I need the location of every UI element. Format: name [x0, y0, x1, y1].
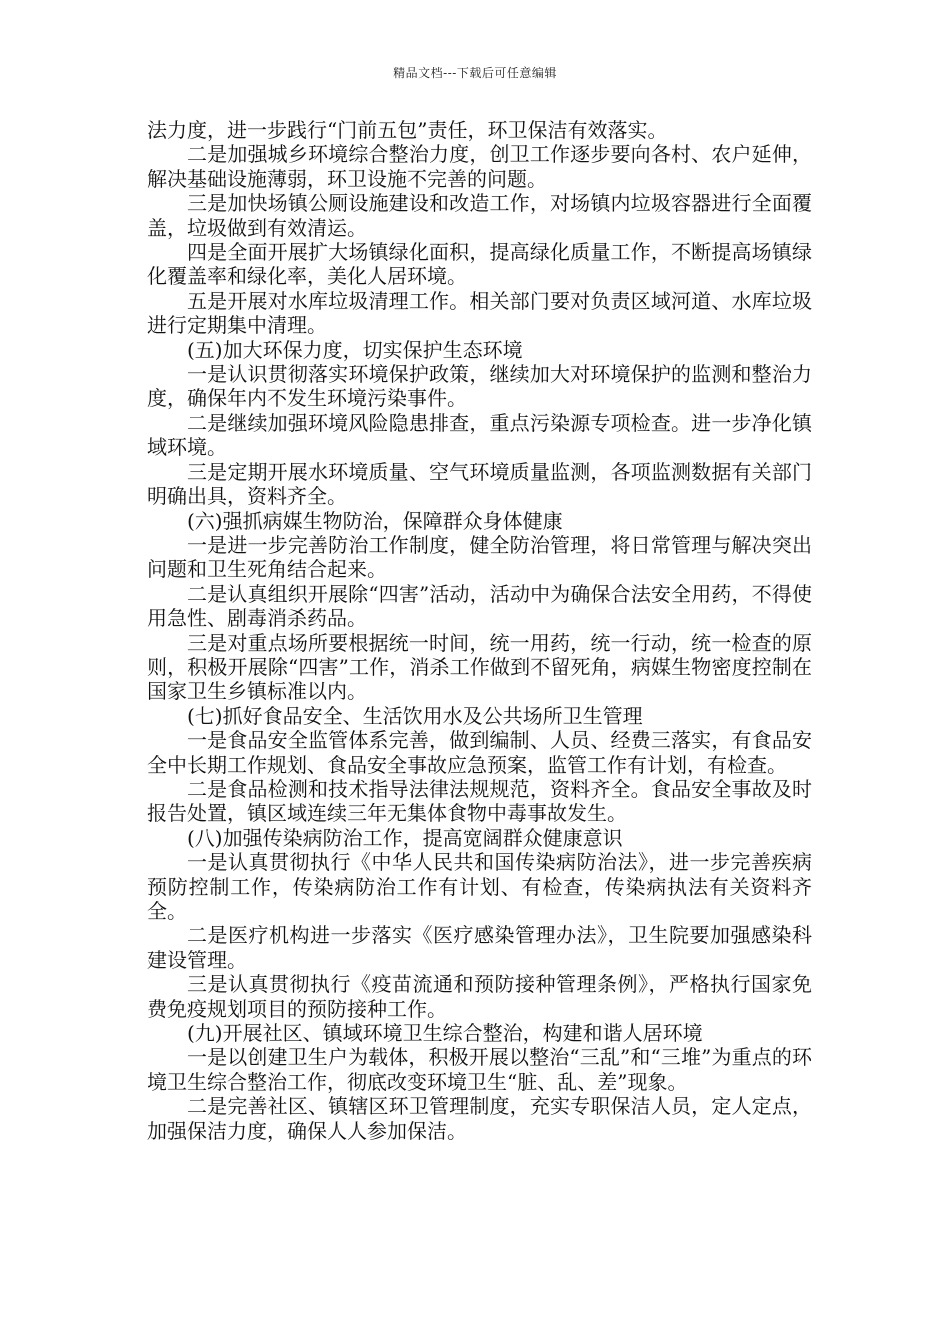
document-body	[147, 118, 812, 1143]
paragraph: 一是认识贯彻落实环境保护政策，继续加大对环境保护的监测和整治力度，确保年内不发生环境污染事件。	[147, 362, 812, 411]
paragraph: 一是食品安全监管体系完善，做到编制、人员、经费三落实，有食品安全中长期工作规划、食品安全事故应急预案，监管工作有计划，有检查。	[147, 728, 812, 777]
paragraph: 二是继续加强环境风险隐患排查，重点污染源专项检查。进一步净化镇域环境。	[147, 410, 812, 460]
paragraph: 二是医疗机构进一步落实《医疗感染管理办法》，卫生院要加强感染科建设管理。	[147, 923, 812, 972]
paragraph: 二是食品检测和技术指导法律法规规范，资料齐全。食品安全事故及时报告处置，镇区域连续三年无集体食物中毒事故发生。	[147, 776, 812, 826]
paragraph: 一是以创建卫生户为载体，积极开展以整治“三乱”和“三堆”为重点的环境卫生综合整治工作，彻底改变环境卫生“脏、乱、差”现象。	[147, 1045, 812, 1094]
paragraph: 三是对重点场所要根据统一时间，统一用药，统一行动，统一检查的原则，积极开展除“四害”工作，消杀工作做到不留死角，病媒生物密度控制在国家卫生乡镇标准以内。	[147, 630, 812, 704]
section-heading: (六)强抓病媒生物防治，保障群众身体健康	[187, 508, 563, 533]
paragraph: 二是完善社区、镇辖区环卫管理制度，充实专职保洁人员，定人定点，加强保洁力度，确保人人参加保洁。	[147, 1094, 812, 1143]
paragraph: 一是认真贯彻执行《中华人民共和国传染病防治法》，进一步完善疾病预防控制工作，传染病防治工作有计划、有检查，传染病执法有关资料齐全。	[147, 850, 812, 923]
paragraph: 三是定期开展水环境质量、空气环境质量监测，各项监测数据有关部门明确出具，资料齐全。	[147, 459, 812, 509]
section-heading: (五)加大环保力度，切实保护生态环境	[187, 337, 523, 362]
paragraph: 五是开展对水库垃圾清理工作。相关部门要对负责区域河道、水库垃圾进行定期集中清理。	[147, 288, 812, 338]
paragraph: 四是全面开展扩大场镇绿化面积，提高绿化质量工作，不断提高场镇绿化覆盖率和绿化率，美化人居环境。	[147, 240, 812, 289]
paragraph: 二是认真组织开展除“四害”活动，活动中为确保合法安全用药，不得使用急性、剧毒消杀药品。	[147, 581, 812, 631]
paragraph: 二是加强城乡环境综合整治力度，创卫工作逐步要向各村、农户延伸，解决基础设施薄弱，环卫设施不完善的问题。	[147, 142, 812, 191]
paragraph: 一是进一步完善防治工作制度，健全防治管理，将日常管理与解决突出问题和卫生死角结合起来。	[147, 532, 812, 582]
section-heading: (八)加强传染病防治工作，提高宽阔群众健康意识	[187, 825, 623, 850]
paragraph: 三是加快场镇公厕设施建设和改造工作，对场镇内垃圾容器进行全面覆盖，垃圾做到有效清运。	[147, 191, 812, 240]
paragraph: 三是认真贯彻执行《疫苗流通和预防接种管理条例》，严格执行国家免费免疫规划项目的预防接种工作。	[147, 972, 812, 1021]
section-heading: (七)抓好食品安全、生活饮用水及公共场所卫生管理	[187, 703, 643, 728]
page-header: 精品文档---下载后可任意编辑	[393, 66, 557, 80]
paragraph: 法力度，进一步践行“门前五包”责任，环卫保洁有效落实。	[147, 118, 668, 142]
section-heading: (九)开展社区、镇域环境卫生综合整治，构建和谐人居环境	[187, 1021, 703, 1046]
